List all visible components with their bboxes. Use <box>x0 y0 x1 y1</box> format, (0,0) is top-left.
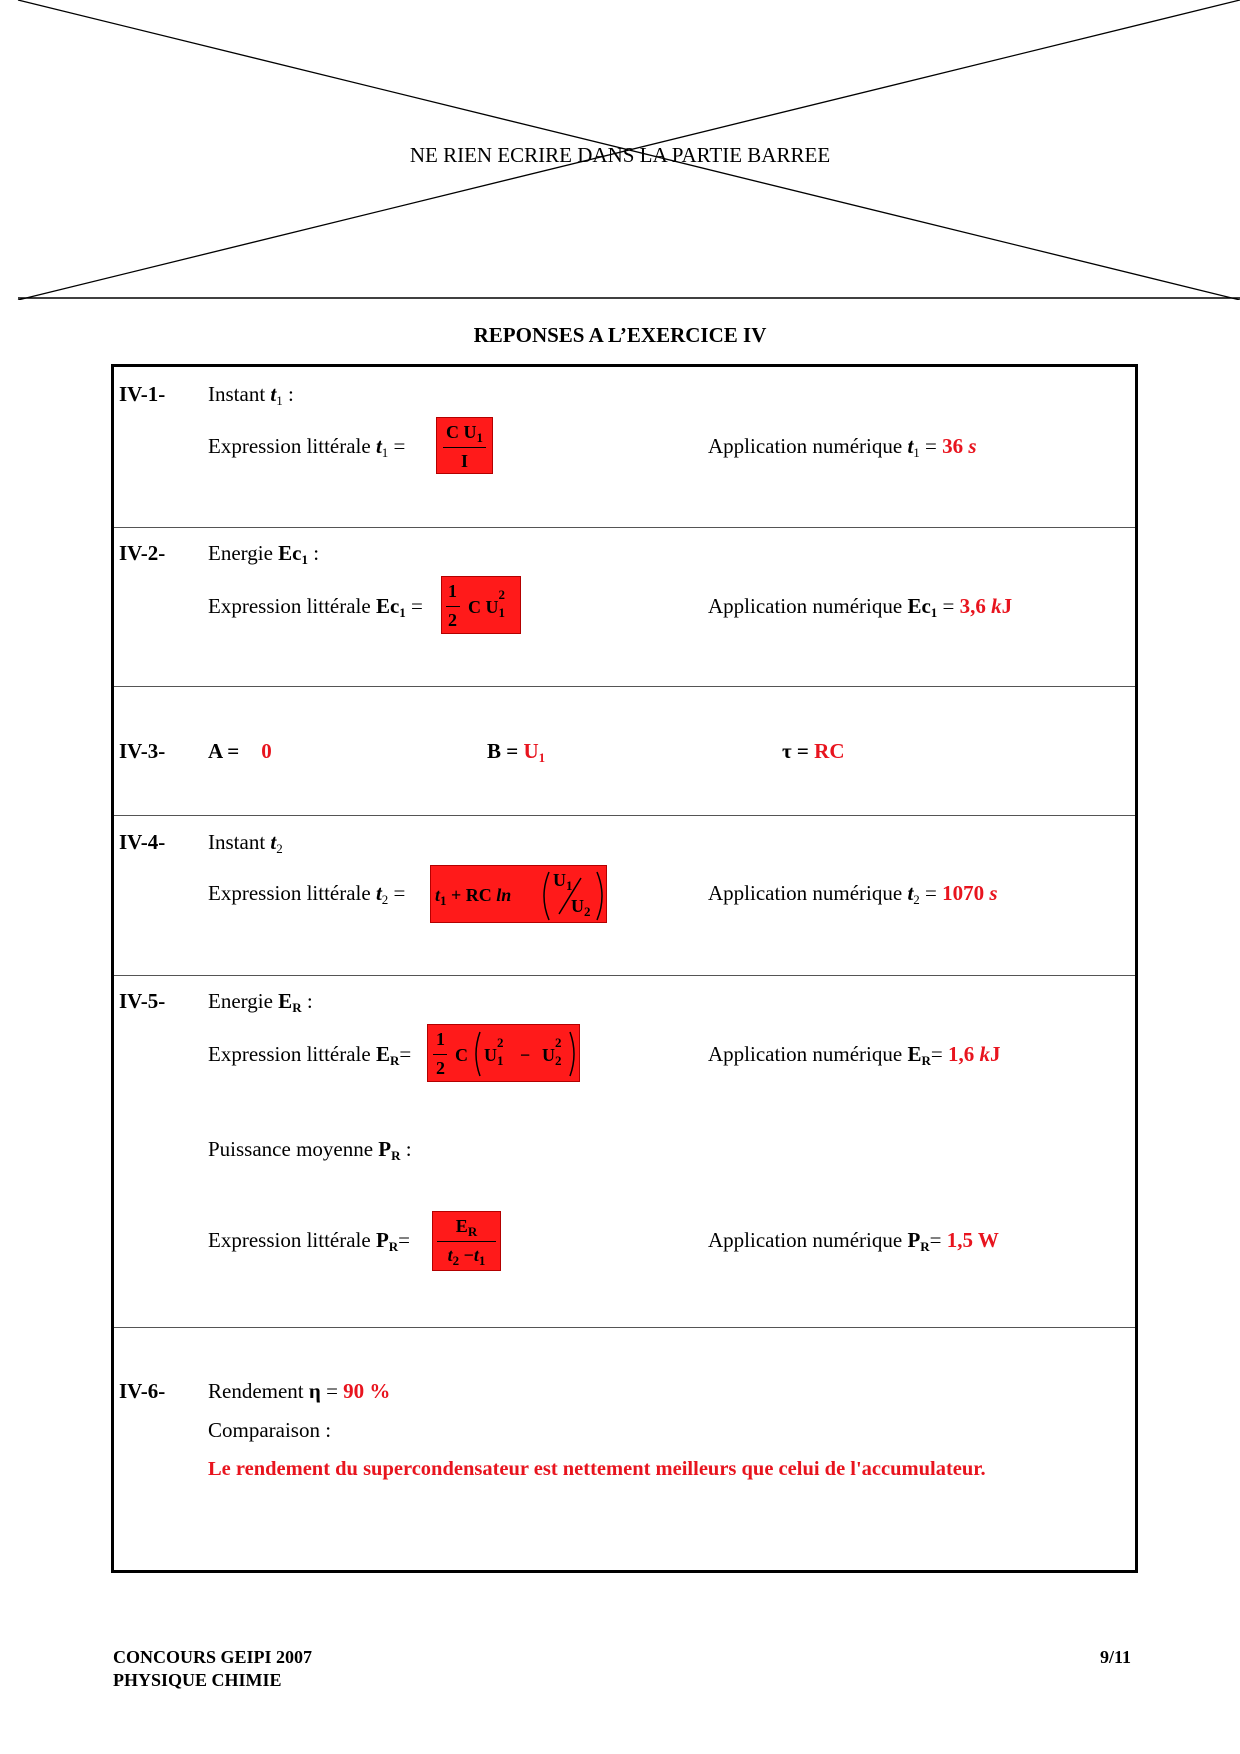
formula-denominator: 2 <box>448 610 457 630</box>
do-not-write-banner: NE RIEN ECRIRE DANS LA PARTIE BARREE <box>409 143 831 167</box>
section-label: IV-2- <box>119 541 166 565</box>
formula-denominator: 2 <box>436 1058 445 1078</box>
formula-c: C <box>455 1045 468 1065</box>
formula-u1-squared: U 2 $_1$ <box>484 1035 504 1068</box>
divider <box>114 686 1135 687</box>
numeric-application: Application numérique $P_R= 1,5$ W <box>708 1228 999 1254</box>
formula-main: $t_1$ + RC ln <box>435 885 512 908</box>
section-label: IV-1- <box>119 382 166 406</box>
expression-label: Expression littérale $Ec_1$ = <box>208 594 423 620</box>
answer-b: $B = U_1$ <box>487 739 546 765</box>
page-number: 9/11 <box>1100 1647 1132 1667</box>
formula-pr-box <box>432 1211 501 1271</box>
section-label: IV-4- <box>119 830 166 854</box>
formula-denominator: I <box>460 451 468 471</box>
energy-er-heading: Energie $E_R$ : <box>208 989 313 1015</box>
formula-t2-box <box>430 865 607 923</box>
energy-ec1-heading: Energie $Ec_1$ : <box>208 541 320 567</box>
formula-minus: − <box>520 1045 531 1065</box>
formula-t1-box <box>436 417 493 474</box>
expression-label: Expression littérale $E_R=$ <box>208 1042 412 1068</box>
divider <box>114 1327 1135 1328</box>
page-title: REPONSES A L’EXERCICE IV <box>473 323 767 347</box>
formula-numerator: 1 <box>448 581 457 601</box>
comparison-answer: Le rendement du supercondensateur est nettement meilleurs que celui de l'accumulateur. <box>208 1458 986 1480</box>
numeric-application: Application numérique $Ec_1 = 3,6$ kJ <box>708 594 1013 620</box>
answer-a: A = 0 <box>208 739 272 763</box>
efficiency-line: Rendement η = 90 % <box>208 1379 391 1403</box>
comparison-label: Comparaison : <box>208 1418 332 1442</box>
numeric-application: Application numérique $t_2 = 1070$ s <box>708 881 998 907</box>
divider <box>114 815 1135 816</box>
formula-numerator: C $U_1$ <box>446 422 483 445</box>
divider <box>114 975 1135 976</box>
formula-u1: $U_1$ <box>553 870 573 893</box>
section-label: IV-6- <box>119 1379 166 1403</box>
numeric-application: Application numérique $E_R= 1,6$ kJ <box>708 1042 1001 1068</box>
numeric-application: Application numérique $t_1 = 36$ s <box>708 434 977 460</box>
instant-t1-heading: Instant $t_1$ : <box>208 382 294 408</box>
section-label: IV-5- <box>119 989 166 1013</box>
formula-denominator: $t_2 -t_1$ <box>447 1245 486 1268</box>
formula-ec1-box <box>441 576 521 634</box>
formula-u2: $U_2$ <box>571 896 591 919</box>
footer-left: CONCOURS GEIPI 2007 PHYSIQUE CHIMIE <box>113 1647 313 1691</box>
average-power-heading: Puissance moyenne $P_R$ : <box>208 1137 412 1163</box>
instant-t2-heading: Instant $t_2$ <box>208 830 283 856</box>
formula-er-box <box>427 1024 580 1082</box>
formula-body: C U 2 $_1$ <box>468 587 505 620</box>
section-label: IV-3- <box>119 739 166 763</box>
expression-label: Expression littérale $P_R=$ <box>208 1228 411 1254</box>
expression-label: Expression littérale $t_2$ = <box>208 881 406 907</box>
formula-numerator: $E_R$ <box>455 1216 478 1239</box>
divider <box>114 527 1135 528</box>
formula-numerator: 1 <box>436 1029 445 1049</box>
answer-tau: τ = RC <box>782 739 845 763</box>
formula-u2-squared: U 2 $_2$ <box>542 1035 562 1068</box>
expression-label: Expression littérale $t_1$ = <box>208 434 406 460</box>
